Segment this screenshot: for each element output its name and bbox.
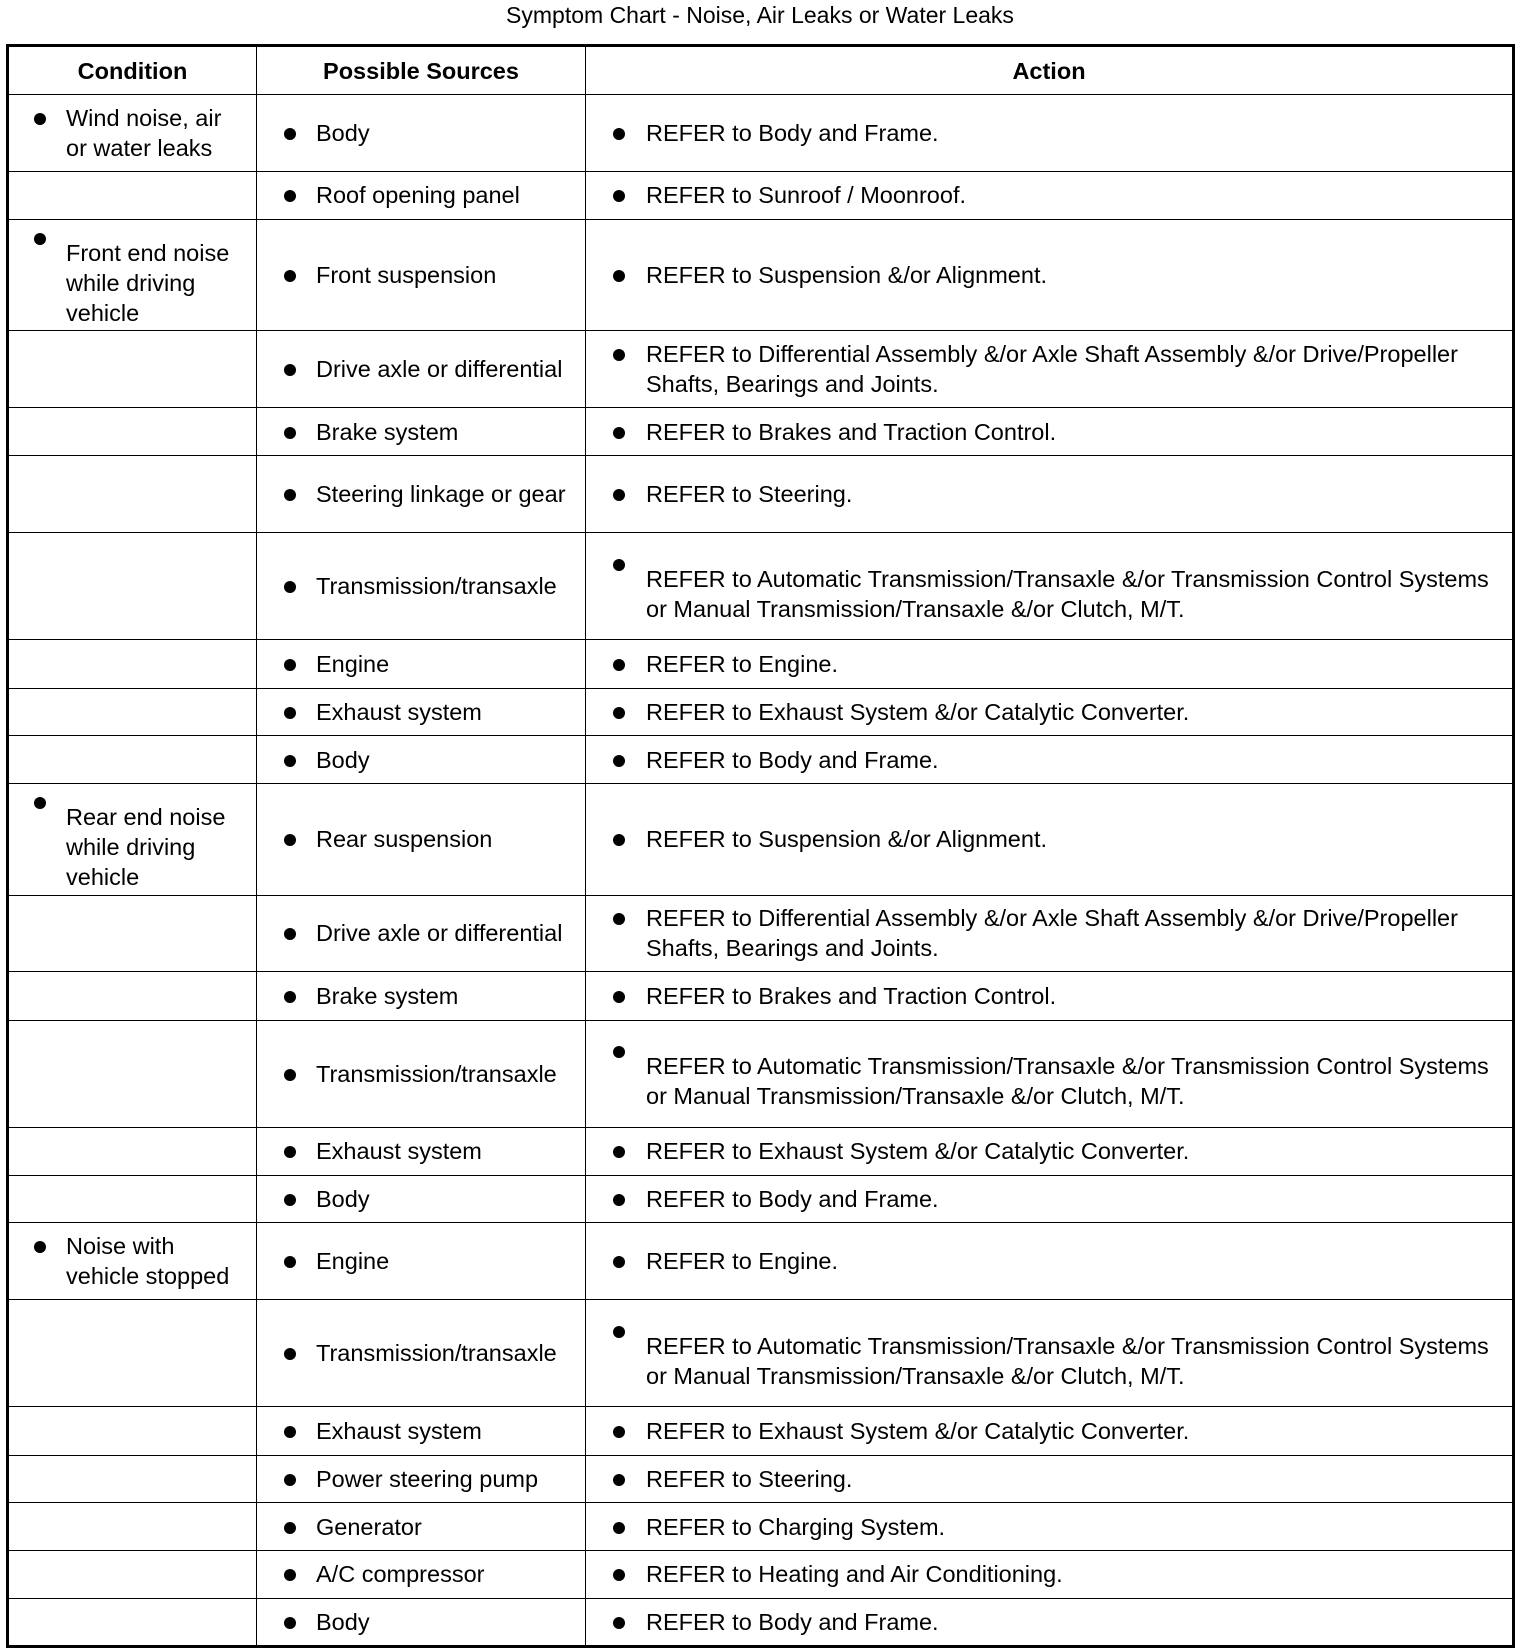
bullet-icon [34, 797, 46, 809]
action-text: REFER to Body and Frame. [646, 1186, 939, 1213]
possible-source-cell [257, 688, 586, 735]
bullet-icon [613, 1569, 625, 1581]
possible-source-cell [257, 1598, 586, 1646]
condition-cell [8, 640, 257, 688]
table-row [8, 735, 1514, 783]
condition-cell [8, 220, 257, 331]
possible-source-text: Exhaust system [316, 698, 482, 725]
possible-source-cell [257, 1455, 586, 1502]
possible-source-text: Transmission/transaxle [316, 573, 557, 600]
action-text: REFER to Exhaust System &/or Catalytic Converter. [646, 1417, 1190, 1444]
action-text: REFER to Heating and Air Conditioning. [646, 1561, 1063, 1588]
bullet-icon [284, 707, 296, 719]
action-text: REFER to Body and Frame. [646, 746, 939, 773]
table-row [8, 1020, 1514, 1127]
table-body [8, 95, 1514, 1647]
possible-source-text: Transmission/transaxle [316, 1060, 557, 1087]
table-row [8, 171, 1514, 219]
possible-source-cell [257, 1020, 586, 1127]
bullet-icon [284, 1522, 296, 1534]
bullet-icon [613, 991, 625, 1003]
action-text: REFER to Sunroof / Moonroof. [646, 182, 967, 209]
possible-source-cell [257, 1127, 586, 1175]
possible-source-cell [257, 735, 586, 783]
action-cell [586, 171, 1514, 219]
table-row [8, 688, 1514, 735]
bullet-icon [34, 233, 46, 245]
action-text: REFER to Differential Assembly &/or Axle Shaft Assembly &/or Drive/Propeller Shafts, Bearings and Joints. [646, 905, 1458, 962]
possible-source-text: Body [316, 1186, 370, 1213]
condition-cell [8, 1407, 257, 1455]
action-text: REFER to Suspension &/or Alignment. [646, 262, 1048, 289]
action-cell [586, 972, 1514, 1020]
condition-cell [8, 331, 257, 408]
bullet-icon [613, 913, 625, 925]
possible-source-text: Body [316, 746, 370, 773]
bullet-icon [613, 1326, 625, 1338]
bullet-icon [613, 1426, 625, 1438]
bullet-icon [613, 755, 625, 767]
table-row [8, 1598, 1514, 1646]
bullet-icon [284, 1194, 296, 1206]
condition-cell [8, 1300, 257, 1407]
possible-source-text: Generator [316, 1513, 422, 1540]
condition-cell [8, 1502, 257, 1550]
action-text: REFER to Differential Assembly &/or Axle Shaft Assembly &/or Drive/Propeller Shafts, Bearings and Joints. [646, 341, 1458, 398]
possible-source-text: Exhaust system [316, 1138, 482, 1165]
possible-source-text: Body [316, 1608, 370, 1635]
bullet-icon [284, 581, 296, 593]
bullet-icon [284, 1069, 296, 1081]
header-possible-sources: Possible Sources [257, 46, 586, 95]
action-text: REFER to Engine. [646, 650, 839, 677]
bullet-icon [284, 659, 296, 671]
possible-source-cell [257, 1407, 586, 1455]
bullet-icon [284, 427, 296, 439]
header-action: Action [586, 46, 1514, 95]
condition-cell [8, 1455, 257, 1502]
bullet-icon [284, 128, 296, 140]
action-cell [586, 220, 1514, 331]
possible-source-cell [257, 1176, 586, 1223]
bullet-icon [613, 707, 625, 719]
possible-source-cell [257, 784, 586, 895]
possible-source-text: Front suspension [316, 262, 497, 289]
condition-cell [8, 1127, 257, 1175]
bullet-icon [284, 1474, 296, 1486]
action-cell [586, 1020, 1514, 1127]
table-row [8, 640, 1514, 688]
table-row [8, 1223, 1514, 1300]
possible-source-cell [257, 972, 586, 1020]
action-text: REFER to Automatic Transmission/Transaxle &/or Transmission Control Systems or Manual Transmission/Transaxle &/or Clutch, M/T. [646, 565, 1489, 622]
possible-source-text: Roof opening panel [316, 182, 520, 209]
action-text: REFER to Steering. [646, 1465, 853, 1492]
condition-text: Noise with vehicle stopped [66, 1233, 230, 1290]
bullet-icon [613, 128, 625, 140]
table-row [8, 1455, 1514, 1502]
bullet-icon [613, 559, 625, 571]
action-cell [586, 456, 1514, 533]
bullet-icon [613, 349, 625, 361]
condition-cell [8, 1020, 257, 1127]
action-cell [586, 1407, 1514, 1455]
possible-source-text: Exhaust system [316, 1417, 482, 1444]
bullet-icon [613, 834, 625, 846]
action-text: REFER to Exhaust System &/or Catalytic Converter. [646, 698, 1190, 725]
action-text: REFER to Automatic Transmission/Transaxle &/or Transmission Control Systems or Manual Transmission/Transaxle &/or Clutch, M/T. [646, 1053, 1489, 1110]
possible-source-text: Drive axle or differential [316, 920, 563, 947]
bullet-icon [284, 364, 296, 376]
condition-cell [8, 972, 257, 1020]
chart-title: Symptom Chart - Noise, Air Leaks or Water Leaks [506, 2, 1014, 28]
action-cell [586, 735, 1514, 783]
table-row [8, 972, 1514, 1020]
possible-source-cell [257, 640, 586, 688]
bullet-icon [613, 489, 625, 501]
possible-source-text: Drive axle or differential [316, 356, 563, 383]
bullet-icon [284, 190, 296, 202]
possible-source-text: A/C compressor [316, 1561, 485, 1588]
bullet-icon [34, 1241, 46, 1253]
action-cell [586, 640, 1514, 688]
action-text: REFER to Body and Frame. [646, 1608, 939, 1635]
action-text: REFER to Engine. [646, 1248, 839, 1275]
possible-source-text: Power steering pump [316, 1465, 539, 1492]
possible-source-cell [257, 171, 586, 219]
possible-source-cell [257, 1551, 586, 1598]
action-text: REFER to Brakes and Traction Control. [646, 982, 1057, 1009]
bullet-icon [284, 991, 296, 1003]
action-text: REFER to Automatic Transmission/Transaxle &/or Transmission Control Systems or Manual Transmission/Transaxle &/or Clutch, M/T. [646, 1332, 1489, 1389]
condition-text: Rear end noise while driving vehicle [66, 803, 226, 890]
possible-source-cell [257, 895, 586, 972]
condition-cell [8, 688, 257, 735]
table-row [8, 408, 1514, 456]
action-cell [586, 1551, 1514, 1598]
bullet-icon [284, 1256, 296, 1268]
action-text: REFER to Charging System. [646, 1513, 946, 1540]
action-text: REFER to Steering. [646, 481, 853, 508]
action-cell [586, 1127, 1514, 1175]
bullet-icon [284, 834, 296, 846]
bullet-icon [284, 1617, 296, 1629]
symptom-chart-table [6, 44, 1515, 1648]
bullet-icon [613, 270, 625, 282]
possible-source-cell [257, 220, 586, 331]
possible-source-text: Brake system [316, 982, 459, 1009]
action-cell [586, 1176, 1514, 1223]
action-cell [586, 533, 1514, 640]
bullet-icon [613, 1194, 625, 1206]
action-cell [586, 1502, 1514, 1550]
possible-source-cell [257, 408, 586, 456]
table-row [8, 1127, 1514, 1175]
action-cell [586, 331, 1514, 408]
action-text: REFER to Body and Frame. [646, 119, 939, 146]
condition-cell [8, 784, 257, 895]
condition-cell [8, 735, 257, 783]
possible-source-text: Engine [316, 650, 390, 677]
condition-cell [8, 1176, 257, 1223]
condition-text: Wind noise, air or water leaks [66, 104, 222, 161]
action-cell [586, 408, 1514, 456]
possible-source-text: Rear suspension [316, 826, 493, 853]
action-cell [586, 95, 1514, 172]
bullet-icon [284, 1348, 296, 1360]
possible-source-text: Body [316, 119, 370, 146]
bullet-icon [613, 1474, 625, 1486]
table-row [8, 1300, 1514, 1407]
header-row [8, 46, 1514, 95]
action-cell [586, 688, 1514, 735]
header-condition: Condition [8, 46, 257, 95]
action-cell [586, 1300, 1514, 1407]
possible-source-cell [257, 456, 586, 533]
possible-source-text: Brake system [316, 418, 459, 445]
action-cell [586, 784, 1514, 895]
condition-cell [8, 456, 257, 533]
action-text: REFER to Exhaust System &/or Catalytic Converter. [646, 1138, 1190, 1165]
table-row [8, 1551, 1514, 1598]
bullet-icon [613, 427, 625, 439]
action-cell [586, 1598, 1514, 1646]
bullet-icon [284, 270, 296, 282]
bullet-icon [284, 1426, 296, 1438]
possible-source-cell [257, 533, 586, 640]
action-cell [586, 1455, 1514, 1502]
condition-cell [8, 895, 257, 972]
condition-cell [8, 408, 257, 456]
action-text: REFER to Suspension &/or Alignment. [646, 826, 1048, 853]
table-row [8, 331, 1514, 408]
action-cell [586, 895, 1514, 972]
possible-source-cell [257, 1223, 586, 1300]
bullet-icon [613, 1617, 625, 1629]
possible-source-cell [257, 331, 586, 408]
possible-source-cell [257, 1502, 586, 1550]
bullet-icon [613, 659, 625, 671]
bullet-icon [613, 1256, 625, 1268]
condition-cell [8, 1223, 257, 1300]
possible-source-text: Transmission/transaxle [316, 1340, 557, 1367]
bullet-icon [284, 755, 296, 767]
possible-source-cell [257, 1300, 586, 1407]
bullet-icon [284, 928, 296, 940]
possible-source-text: Steering linkage or gear [316, 481, 566, 508]
table-row [8, 784, 1514, 895]
table-row [8, 533, 1514, 640]
table-row [8, 895, 1514, 972]
condition-cell [8, 1551, 257, 1598]
possible-source-cell [257, 95, 586, 172]
condition-cell [8, 533, 257, 640]
table-row [8, 456, 1514, 533]
possible-source-text: Engine [316, 1248, 390, 1275]
table-row [8, 220, 1514, 331]
bullet-icon [284, 1569, 296, 1581]
table-row [8, 95, 1514, 172]
bullet-icon [613, 1146, 625, 1158]
bullet-icon [613, 1046, 625, 1058]
condition-cell [8, 171, 257, 219]
action-text: REFER to Brakes and Traction Control. [646, 418, 1057, 445]
bullet-icon [613, 190, 625, 202]
condition-text: Front end noise while driving vehicle [66, 239, 230, 326]
bullet-icon [34, 113, 46, 125]
bullet-icon [613, 1522, 625, 1534]
bullet-icon [284, 1146, 296, 1158]
action-cell [586, 1223, 1514, 1300]
table-row [8, 1176, 1514, 1223]
bullet-icon [284, 489, 296, 501]
condition-cell [8, 1598, 257, 1646]
table-row [8, 1407, 1514, 1455]
condition-cell [8, 95, 257, 172]
table-row [8, 1502, 1514, 1550]
